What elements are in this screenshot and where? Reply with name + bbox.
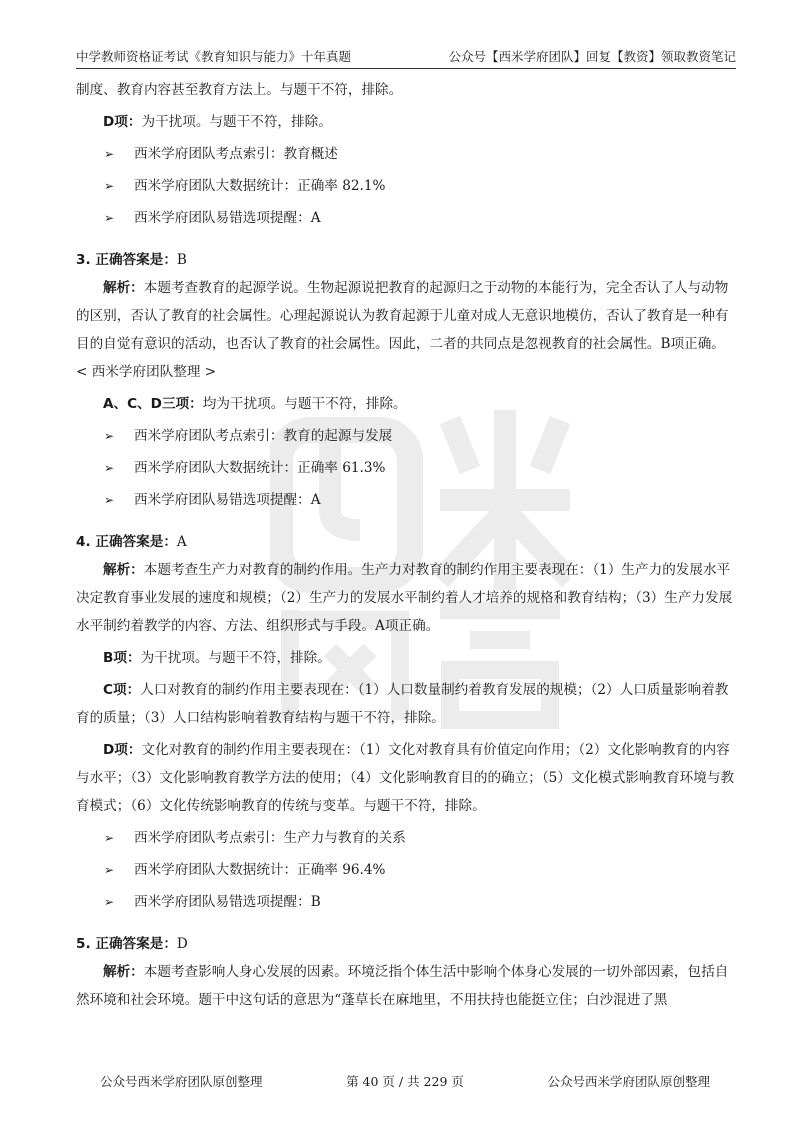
bullet-item [104, 888, 736, 916]
bullet-text: 西米学府团队大数据统计：正确率 61.3% [134, 460, 386, 476]
arrow-bullet-icon: ➢ [104, 895, 115, 909]
option-label: A、C、D三项： [103, 396, 203, 412]
bullet-text: 西米学府团队大数据统计：正确率 96.4% [134, 862, 386, 878]
bullet-item [104, 856, 736, 884]
bullet-item [104, 204, 736, 232]
question-3-heading [76, 246, 736, 274]
analysis-label: 解析： [103, 280, 144, 296]
answer-heading: 4. 正确答案是： [76, 534, 177, 550]
analysis-text: 本题考查影响人身心发展的因素。环境泛指个体生活中影响个体身心发展的一切外部因素，包括自然环境和社会环境。题干中这句话的意思为“蓬草长在麻地里，不用扶持也能挺立住；白沙混进了黑 [76, 964, 729, 1008]
intro-option-d [103, 108, 736, 136]
page-number: 第 40 页 / 共 229 页 [346, 1074, 464, 1089]
option-text: 为干扰项。与题干不符，排除。 [140, 650, 331, 666]
bullet-text: 西米学府团队易错选项提醒：B [134, 894, 321, 910]
answer-letter: D [176, 936, 188, 952]
question-3-analysis [76, 274, 736, 386]
arrow-bullet-icon: ➢ [104, 429, 115, 443]
footer-right-text: 公众号西米学府团队原创整理 [547, 1074, 710, 1089]
question-4-analysis [76, 556, 736, 640]
arrow-bullet-icon: ➢ [104, 211, 115, 225]
bullet-item [104, 486, 736, 514]
option-text: 均为干扰项。与题干不符，排除。 [202, 396, 407, 412]
bullet-text: 西米学府团队考点索引：生产力与教育的关系 [134, 830, 406, 846]
option-label: D项： [103, 742, 142, 758]
answer-letter: A [176, 534, 187, 550]
footer-left-text: 公众号西米学府团队原创整理 [100, 1074, 263, 1089]
analysis-text: 本题考查教育的起源学说。生物起源说把教育的起源归之于动物的本能行为，完全否认了人与动物的区别，否认了教育的社会属性。心理起源说认为教育起源于儿童对成人无意识地模仿，否认了教育是一种有目的自觉有意识的活动，也否认了教育的社会属性。因此，二者的共同点是忽视教育的社会属性。B项正确。< 西米学府团队整理 > [76, 280, 729, 380]
question-4-option-b [103, 644, 736, 672]
page-content [76, 76, 736, 1014]
option-text: 为干扰项。与题干不符，排除。 [141, 114, 332, 130]
option-text: 文化对教育的制约作用主要表现在：（1）文化对教育具有价值定向作用；（2）文化影响教育的内容与水平；（3）文化影响教育教学方法的使用；（4）文化影响教育目的的确立；（5）文化模式影响教育环境与教育模式；（6）文化传统影响教育的传统与变革。与题干不符，排除。 [76, 742, 735, 814]
question-4-option-c [76, 676, 736, 732]
question-4-heading [76, 528, 736, 556]
arrow-bullet-icon: ➢ [104, 179, 115, 193]
question-3-option-acd [103, 390, 736, 418]
arrow-bullet-icon: ➢ [104, 831, 115, 845]
page-header [76, 43, 736, 69]
arrow-bullet-icon: ➢ [104, 147, 115, 161]
analysis-label: 解析： [103, 562, 144, 578]
bullet-item [104, 140, 736, 168]
answer-letter: B [176, 252, 187, 268]
analysis-label: 解析： [103, 964, 144, 980]
analysis-text: 本题考查生产力对教育的制约作用。生产力对教育的制约作用主要表现在：（1）生产力的发展水平决定教育事业发展的速度和规模；（2）生产力的发展水平制约着人才培养的规格和教育结构；（3）生产力发展水平制约着教学的内容、方法、组织形式与手段。A项正确。 [76, 562, 733, 634]
page-footer [100, 1072, 710, 1090]
continuation-text: 制度、教育内容甚至教育方法上。与题干不符，排除。 [76, 82, 403, 98]
bullet-item [104, 454, 736, 482]
option-label: C项： [103, 682, 141, 698]
option-label: B项： [103, 650, 141, 666]
option-text: 人口对教育的制约作用主要表现在：（1）人口数量制约着教育发展的规模；（2）人口质量影响着教育的质量；（3）人口结构影响着教育结构与题干不符，排除。 [76, 682, 729, 726]
bullet-item [104, 172, 736, 200]
option-label: D项： [103, 114, 142, 130]
arrow-bullet-icon: ➢ [104, 461, 115, 475]
answer-heading: 3. 正确答案是： [76, 252, 177, 268]
bullet-text: 西米学府团队易错选项提醒：A [134, 210, 321, 226]
question-4-option-d [76, 736, 736, 820]
bullet-text: 西米学府团队考点索引：教育概述 [134, 146, 338, 162]
header-left-text: 中学教师资格证考试《教育知识与能力》十年真题 [76, 49, 352, 64]
bullet-text: 西米学府团队考点索引：教育的起源与发展 [134, 428, 393, 444]
answer-heading: 5. 正确答案是： [76, 936, 177, 952]
question-5-analysis [76, 958, 736, 1014]
bullet-text: 西米学府团队易错选项提醒：A [134, 492, 321, 508]
header-right-text: 公众号【西米学府团队】回复【教资】领取教资笔记 [448, 49, 736, 64]
question-5-heading [76, 930, 736, 958]
bullet-item [104, 422, 736, 450]
bullet-text: 西米学府团队大数据统计：正确率 82.1% [134, 178, 386, 194]
arrow-bullet-icon: ➢ [104, 863, 115, 877]
bullet-item [104, 824, 736, 852]
arrow-bullet-icon: ➢ [104, 493, 115, 507]
